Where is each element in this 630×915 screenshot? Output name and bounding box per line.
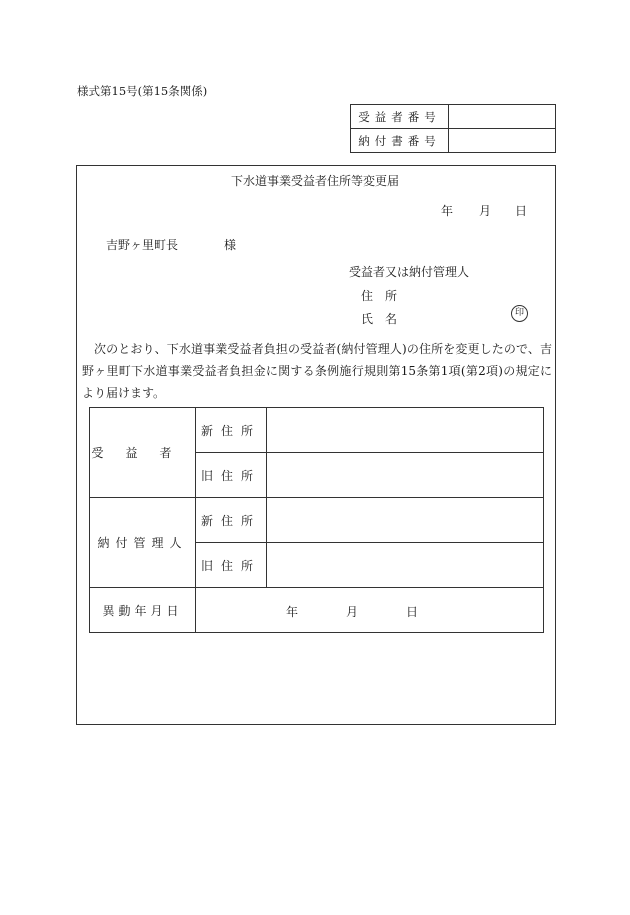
number-box — [350, 104, 556, 153]
payment-slip-number-field[interactable] — [449, 129, 556, 153]
change-date-month-label: 月 — [346, 605, 359, 619]
manager-new-address-field[interactable] — [267, 498, 544, 543]
manager-old-address-field[interactable] — [267, 543, 544, 588]
payment-slip-number-label: 納付書番号 — [351, 129, 449, 153]
applicant-heading: 受益者又は納付管理人 — [349, 265, 470, 279]
change-date-day-label: 日 — [406, 605, 419, 619]
beneficiary-new-address-label: 新住所 — [196, 408, 267, 453]
beneficiary-label: 受益者 — [90, 408, 196, 498]
change-date-label: 異動年月日 — [90, 588, 196, 633]
date-day-label: 日 — [515, 204, 528, 218]
change-date-year-label: 年 — [286, 605, 299, 619]
form-title: 下水道事業受益者住所等変更届 — [230, 174, 399, 188]
form-number: 様式第15号(第15条関係) — [77, 84, 208, 98]
manager-new-address-label: 新住所 — [196, 498, 267, 543]
notice-body-text: 次のとおり、下水道事業受益者負担の受益者(納付管理人)の住所を変更したので、吉野ヶ里町下水道事業受益者負担金に関する条例施行規則第15条第1項(第2項)の規定により届けます。 — [82, 342, 552, 400]
beneficiary-old-address-label: 旧住所 — [196, 453, 267, 498]
honorific: 様 — [224, 238, 237, 252]
applicant-address-label: 住所 — [361, 289, 410, 303]
seal-mark: 印 — [511, 305, 528, 322]
beneficiary-number-field[interactable] — [449, 105, 556, 129]
date-year-label: 年 — [441, 204, 454, 218]
manager-old-address-label: 旧住所 — [196, 543, 267, 588]
addressee: 吉野ヶ里町長 — [106, 238, 179, 252]
beneficiary-new-address-field[interactable] — [267, 408, 544, 453]
date-month-label: 月 — [479, 204, 492, 218]
change-details-table — [89, 407, 544, 633]
applicant-name-label: 氏名 — [361, 312, 410, 326]
beneficiary-old-address-field[interactable] — [267, 453, 544, 498]
change-date-field[interactable] — [196, 588, 544, 633]
payment-manager-label: 納付管理人 — [90, 498, 196, 588]
submission-date — [441, 202, 527, 219]
beneficiary-number-label: 受益者番号 — [351, 105, 449, 129]
